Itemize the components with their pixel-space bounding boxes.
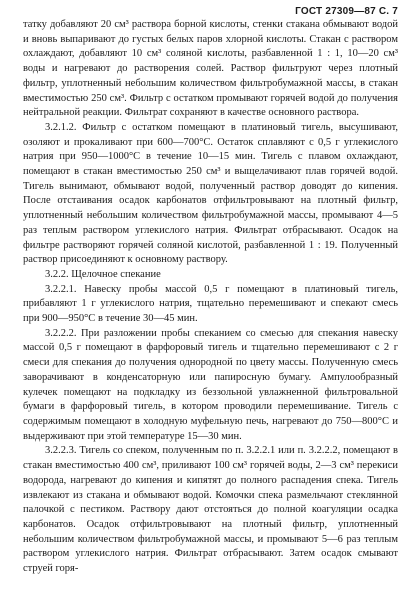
section-heading: 3.2.2. Щелочное спекание <box>45 268 161 280</box>
document-body <box>23 18 398 577</box>
paragraph: 3.2.2.2. При разложении пробы спеканием со смесью для спекания навеску массой 0,5 г помещают в фарфоровый тигель и тщательно перемешивают с 2 г смеси для спекания до получения однородной по цвету массы. Полученную смесь заворачивают в конденсаторную или папиросную бумагу. Ампулообразный кулечек помещают на подкладку из беззольной увлажненной фильтровальной бумаги в фарфоровый тигель, в котором проводили перемешивание. Тигель с содержимым помещают в холодную муфельную печь, нагревают до 750—800°С и выдерживают при этой температуре 15—30 мин. <box>23 327 398 442</box>
page-header: ГОСТ 27309—87 С. 7 <box>295 6 398 17</box>
paragraph: татку добавляют 20 см³ раствора борной кислоты, стенки стакана обмывают водой и вновь выпаривают до густых белых паров хлорной кислоты. Стакан с раствором охлаждают, добавляют 10 см³ соляной кислоты, разбавленной 1 : 1, 10—20 см³ воды и нагревают до растворения солей. Раствор фильтруют через плотный фильтр, уплотненный небольшим количеством фильтробумажной массы, в стакан вместимостью 250 см³. Фильтр с остатком промывают горячей водой до получения нейтральной реакции. Фильтрат сохраняют в качестве основного раствора. <box>23 19 398 119</box>
paragraph: 3.2.2.1. Навеску пробы массой 0,5 г помещают в платиновый тигель, прибавляют 1 г углекислого натрия, тщательно перемешивают и спекают смесь при 900—950°С в течение 30—45 мин. <box>23 283 398 325</box>
paragraph: 3.2.2.3. Тигель со спеком, полученным по п. 3.2.2.1 или п. 3.2.2.2, помещают в стакан вместимостью 400 см³, приливают 100 см³ горячей воды, 2—3 см³ перекиси водорода, нагревают до кипения и кипятят до полного распадения спека. Тигель извлекают из стакана и обмывают водой. Комочки спека размельчают стеклянной палочкой с пестиком. Раствору дают отстояться до полной коагуляции осадка карбонатов. Осадок отфильтровывают на плотный фильтр, уплотненный небольшим количеством фильтробумажной массы, и промывают 5—6 раз теплым раствором углекислого натрия. Фильтрат отбрасывают. Затем осадок смывают струей горя- <box>23 445 398 575</box>
paragraph: 3.2.1.2. Фильтр с остатком помещают в платиновый тигель, высушивают, озоляют и прокаливают при 600—700°С. Остаток сплавляют с 0,5 г углекислого натрия при 950—1000°С в течение 10—15 мин. Тигель с плавом охлаждают, помещают в стакан вместимостью 250 см³ и выщелачивают плав горячей водой. Тигель вынимают, обмывают водой, полученный раствор доводят до кипения. После отстаивания осадок карбонатов отфильтровывают на плотный фильтр, уплотненный небольшим количеством фильтробумажной массы, промывают 4—5 раз теплым раствором углекислого натрия. Фильтрат отбрасывают. Осадок на фильтре растворяют горячей соляной кислотой, разбавленной 1 : 19. Полученный раствор присоединяют к основному раствору. <box>23 121 398 266</box>
